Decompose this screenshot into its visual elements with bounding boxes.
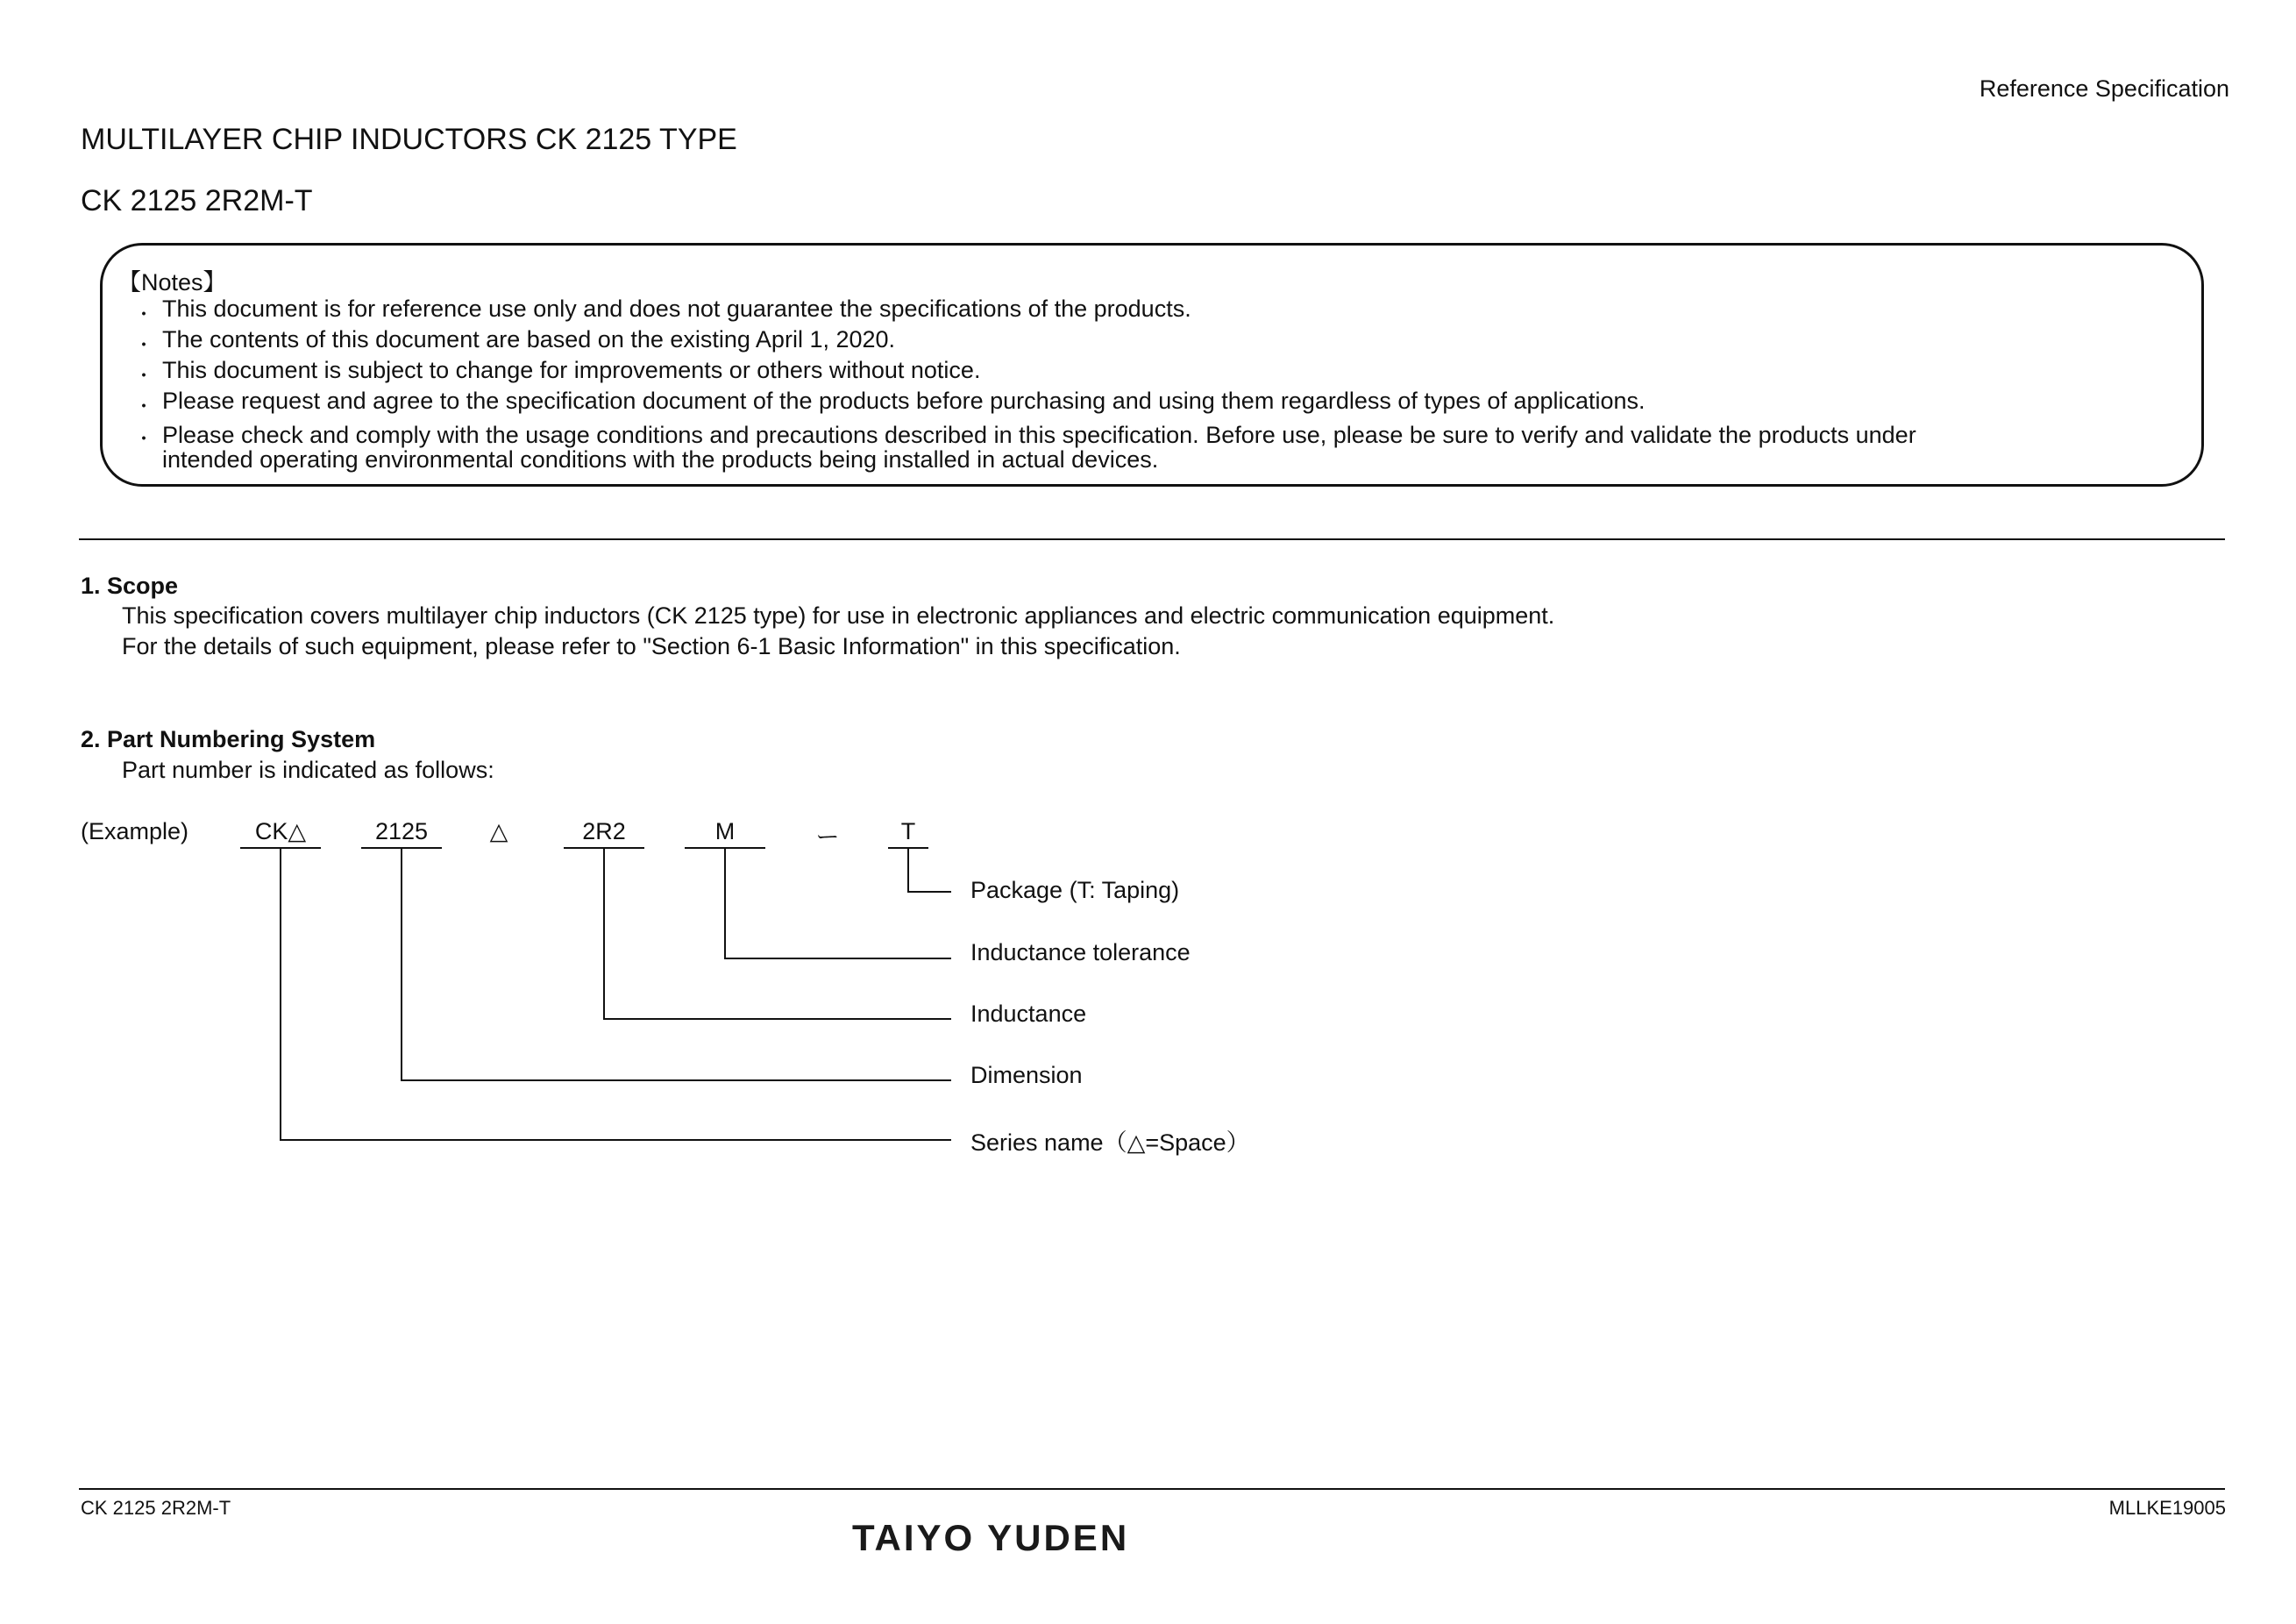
label-tolerance: Inductance tolerance [970,939,1191,965]
bullet-icon: ・ [134,334,154,356]
example-label: (Example) [81,818,189,844]
token-space: △ [489,818,508,844]
bullet-icon: ・ [134,428,154,450]
notes-heading: 【Notes】 [117,269,227,296]
document-type: Reference Specification [1979,75,2229,102]
note-item-continued: intended operating environmental conditions with the products being installed in actual devices. [162,446,1159,473]
label-package: Package (T: Taping) [970,877,1180,903]
page-title: MULTILAYER CHIP INDUCTORS CK 2125 TYPE [81,123,737,156]
footer-doc-code: MLLKE19005 [2108,1497,2226,1519]
token-dimension: 2125 [374,818,429,844]
part-number-title: CK 2125 2R2M-T [81,184,313,217]
token-dash: ー [815,824,840,851]
part-numbering-intro: Part number is indicated as follows: [122,757,494,783]
leader-inductance [604,848,951,1019]
label-dimension: Dimension [970,1062,1083,1088]
part-numbering-heading: 2. Part Numbering System [81,726,376,752]
token-package: T [900,818,916,844]
token-series: CK△ [254,818,307,844]
scope-line: For the details of such equipment, please refer to "Section 6-1 Basic Information" in this specification. [122,633,1181,659]
bullet-icon: ・ [134,303,154,325]
footer-divider [79,1488,2225,1490]
note-item: Please request and agree to the specification document of the products before purchasing and using them regardless of types of applications. [162,388,1646,414]
scope-line: This specification covers multilayer chip inductors (CK 2125 type) for use in electronic appliances and electric communication equipment. [122,602,1555,629]
leader-tolerance [725,848,951,958]
token-tolerance: M [714,818,736,844]
footer-part-number: CK 2125 2R2M-T [81,1497,231,1519]
note-item: Please check and comply with the usage conditions and precautions described in this specification. Before use, please be sure to verify and validate the products under [162,422,1916,448]
note-item: This document is subject to change for improvements or others without notice. [162,357,981,383]
brand-logo: TAIYO YUDEN [852,1517,1130,1558]
leader-series [281,848,951,1140]
leader-package [908,848,951,892]
label-inductance: Inductance [970,1001,1087,1027]
label-series: Series name（△=Space） [970,1129,1250,1156]
token-inductance: 2R2 [582,818,626,844]
bullet-icon: ・ [134,365,154,387]
note-item: The contents of this document are based on the existing April 1, 2020. [162,326,896,353]
leader-dimension [402,848,951,1080]
bullet-icon: ・ [134,395,154,417]
note-item: This document is for reference use only and does not guarantee the specifications of the products. [162,296,1191,322]
scope-heading: 1. Scope [81,573,179,599]
